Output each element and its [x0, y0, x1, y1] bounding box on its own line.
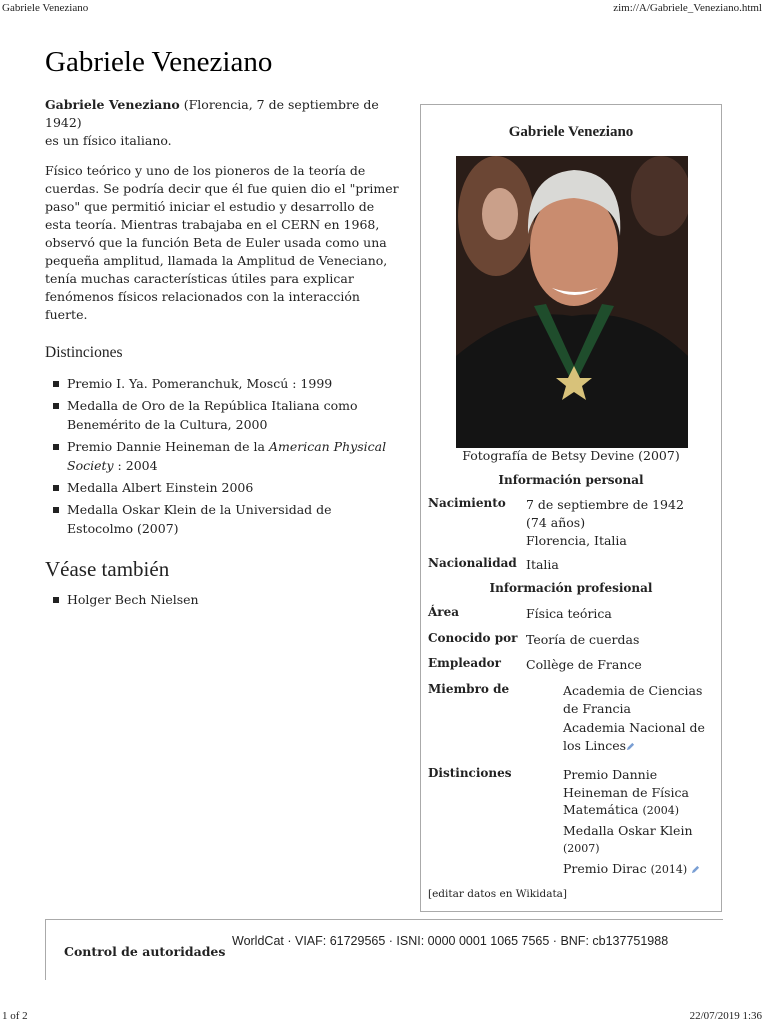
vease-list [45, 590, 401, 609]
distinciones-heading: Distinciones [45, 344, 123, 361]
intro-name: Gabriele Veneziano [45, 97, 180, 112]
infobox-title: Gabriele Veneziano [508, 124, 634, 140]
row-label: Nacionalidad [428, 556, 517, 570]
row-label: Distinciones [428, 766, 512, 780]
intro-paragraph [45, 96, 401, 150]
page-counter: 1 of 2 [2, 1010, 28, 1022]
list-item: Academia de Ciencias de Francia [563, 683, 703, 716]
distinciones-list [45, 374, 401, 538]
description-paragraph: Físico teórico y uno de los pioneros de la teoría de cuerdas. Se podría decir que él fue quien dio el "primer paso" que permitió iniciar el estudio y desarrollo de esta teoría. Mientras trabajaba en el CERN en 1968, observó que la función Beta de Euler usada como una pequeña amplitud, llamada la Amplitud de Veneciano, tenía muchas características útiles para explicar fenómenos físicos relacionados con la interacción fuerte. [45, 163, 399, 322]
list-item: Medalla de Oro de la República Italiana como Benemérito de la Cultura, 2000 [67, 396, 401, 434]
pencil-icon[interactable] [691, 865, 700, 874]
authority-control [45, 919, 723, 980]
page-title: Gabriele Veneziano [45, 46, 273, 78]
row-label: Empleador [428, 656, 501, 670]
row-label: Nacimiento [428, 496, 506, 510]
page-header-title: Gabriele Veneziano [2, 2, 89, 14]
row-value [563, 766, 715, 880]
row-label: Área [428, 605, 460, 619]
professional-info-heading: Información profesional [489, 581, 653, 595]
personal-info-heading: Información personal [498, 473, 644, 487]
list-item[interactable]: Holger Bech Nielsen [67, 590, 401, 609]
photo-caption: Fotografía de Betsy Devine (2007) [462, 448, 680, 463]
aps-link[interactable]: American Physical Society [67, 439, 387, 473]
list-item: Premio Dirac (2014) [563, 860, 715, 879]
row-value: 7 de septiembre de 1942 (74 años) Florencia, Italia [526, 497, 684, 548]
print-timestamp: 22/07/2019 1:36 [689, 1010, 762, 1022]
list-item: Premio Dannie Heineman de Física Matemática (2004) [563, 767, 689, 817]
list-item: Premio I. Ya. Pomeranchuk, Moscú : 1999 [67, 374, 401, 393]
row-value: Collège de France [526, 657, 642, 672]
row-label: Miembro de [428, 682, 510, 696]
row-value: Italia [526, 557, 559, 572]
row-value: Teoría de cuerdas [526, 632, 640, 647]
list-item: Medalla Albert Einstein 2006 [67, 478, 401, 497]
pencil-icon[interactable] [626, 742, 635, 751]
row-value [563, 682, 715, 756]
intro-text-2: es un físico italiano. [45, 133, 172, 148]
list-item: Premio Dannie Heineman de la American Physical Society : 2004 [67, 437, 401, 475]
intro-text: (Florencia, 7 de septiembre de 1942) [45, 97, 379, 130]
edit-wikidata-link[interactable]: [editar datos en Wikidata] [428, 888, 568, 900]
row-value: Física teórica [526, 606, 612, 621]
page-header-url: zim://A/Gabriele_Veneziano.html [613, 2, 762, 14]
portrait-photo[interactable] [456, 156, 688, 448]
list-item: Medalla Oskar Klein (2007) [563, 822, 693, 855]
list-item: Medalla Oskar Klein de la Universidad de Estocolmo (2007) [67, 500, 401, 538]
authority-label: Control de autoridades [64, 944, 226, 959]
infobox [420, 104, 722, 912]
list-item: Academia Nacional de los Linces [563, 720, 705, 753]
authority-identifiers[interactable]: WorldCat · VIAF: 61729565 · ISNI: 0000 0001 1065 7565 · BNF: cb137751988 [232, 934, 669, 948]
article-body [45, 96, 401, 612]
vease-heading: Véase también [45, 557, 170, 581]
row-label: Conocido por [428, 631, 518, 645]
